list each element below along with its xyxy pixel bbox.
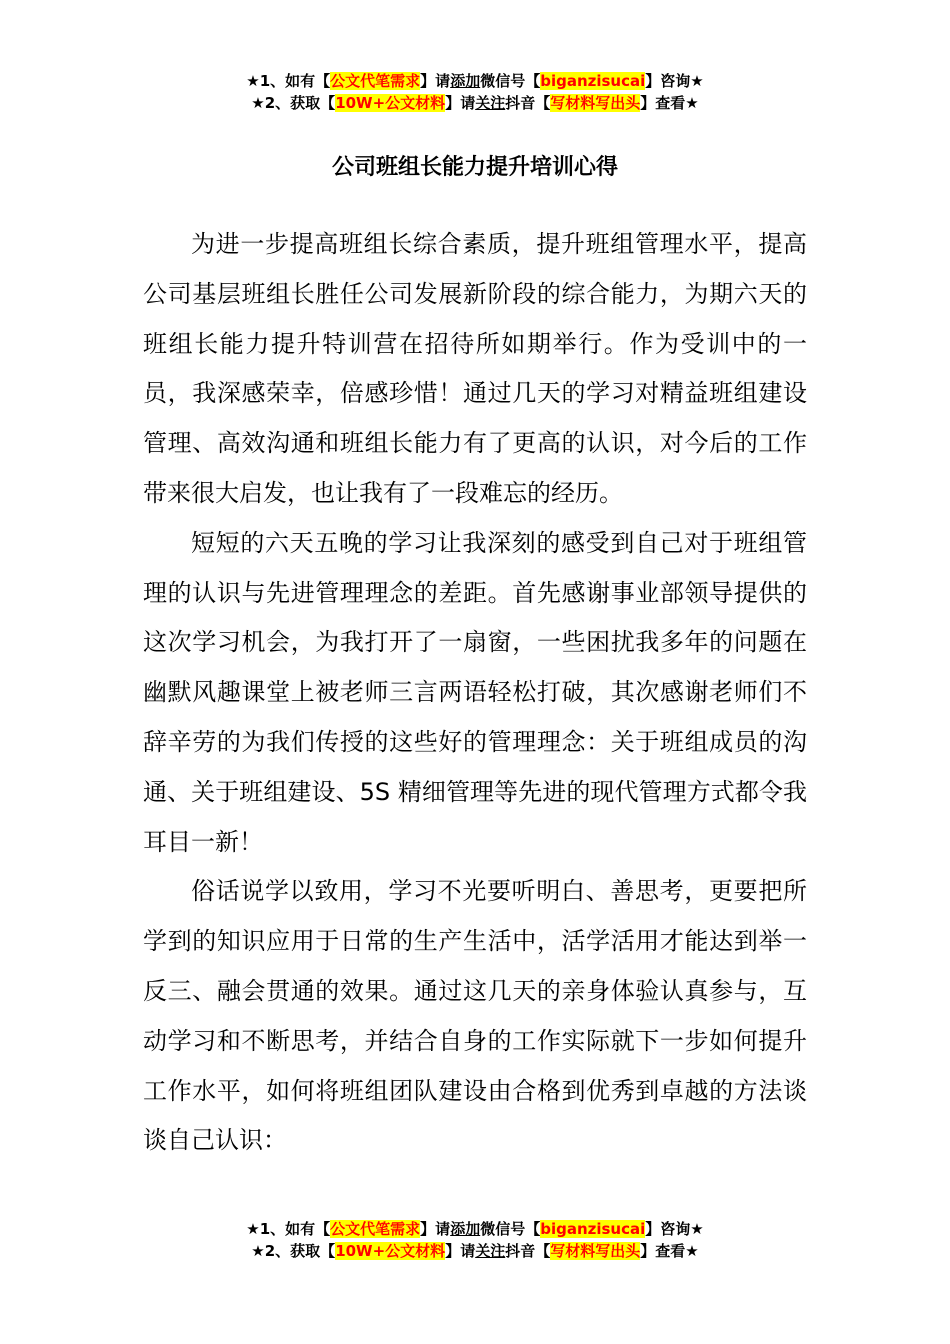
promo-line-1: ★1、如有【公文代笔需求】请添加微信号【biganzisucai】咨询★	[246, 1220, 704, 1238]
body-paragraph: 俗话说学以致用，学习不光要听明白、善思考，更要把所学到的知识应用于日常的生产生活中，活学活用才能达到举一反三、融会贯通的效果。通过这几天的亲身体验认真参与，互动学习和不断思考，并结合自身的工作实际就下一步如何提升工作水平，如何将班组团队建设由合格到优秀到卓越的方法谈谈自己认识：	[143, 877, 807, 1155]
highlight-service: 公文代笔需求	[330, 72, 421, 90]
body-paragraph: 为进一步提高班组长综合素质，提升班组管理水平，提高公司基层班组长胜任公司发展新阶段的综合能力，为期六天的班组长能力提升特训营在招待所如期举行。作为受训中的一员，我深感荣幸，倍感珍惜！通过几天的学习对精益班组建设管理、高效沟通和班组长能力有了更高的认识，对今后的工作带来很大启发，也让我有了一段难忘的经历。	[143, 230, 807, 507]
body-paragraph: 短短的六天五晚的学习让我深刻的感受到自己对于班组管理的认识与先进管理理念的差距。首先感谢事业部领导提供的这次学习机会，为我打开了一扇窗，一些困扰我多年的问题在幽默风趣课堂上被老师三言两语轻松打破，其次感谢老师们不辞辛劳的为我们传授的这些好的管理理念：关于班组成员的沟通、关于班组建设、5S 精细管理等先进的现代管理方式都令我耳目一新！	[143, 528, 807, 856]
highlight-wechat-id: biganzisucai	[540, 72, 646, 90]
highlight-service: 公文代笔需求	[330, 1220, 421, 1238]
promo-line-1: ★1、如有【公文代笔需求】请添加微信号【biganzisucai】咨询★	[246, 72, 704, 90]
document-title: 公司班组长能力提升培训心得	[331, 155, 618, 180]
document-body	[143, 220, 807, 1166]
promo-banner-top	[0, 70, 950, 114]
promo-banner-bottom	[0, 1218, 950, 1262]
highlight-douyin-account: 写材料写出头	[550, 94, 641, 112]
promo-line-2: ★2、获取【10W+公文材料】请关注抖音【写材料写出头】查看★	[251, 94, 699, 112]
promo-line-2: ★2、获取【10W+公文材料】请关注抖音【写材料写出头】查看★	[251, 1242, 699, 1260]
highlight-materials: 10W+公文材料	[335, 1242, 446, 1260]
highlight-wechat-id: biganzisucai	[540, 1220, 646, 1238]
highlight-materials: 10W+公文材料	[335, 94, 446, 112]
highlight-douyin-account: 写材料写出头	[550, 1242, 641, 1260]
